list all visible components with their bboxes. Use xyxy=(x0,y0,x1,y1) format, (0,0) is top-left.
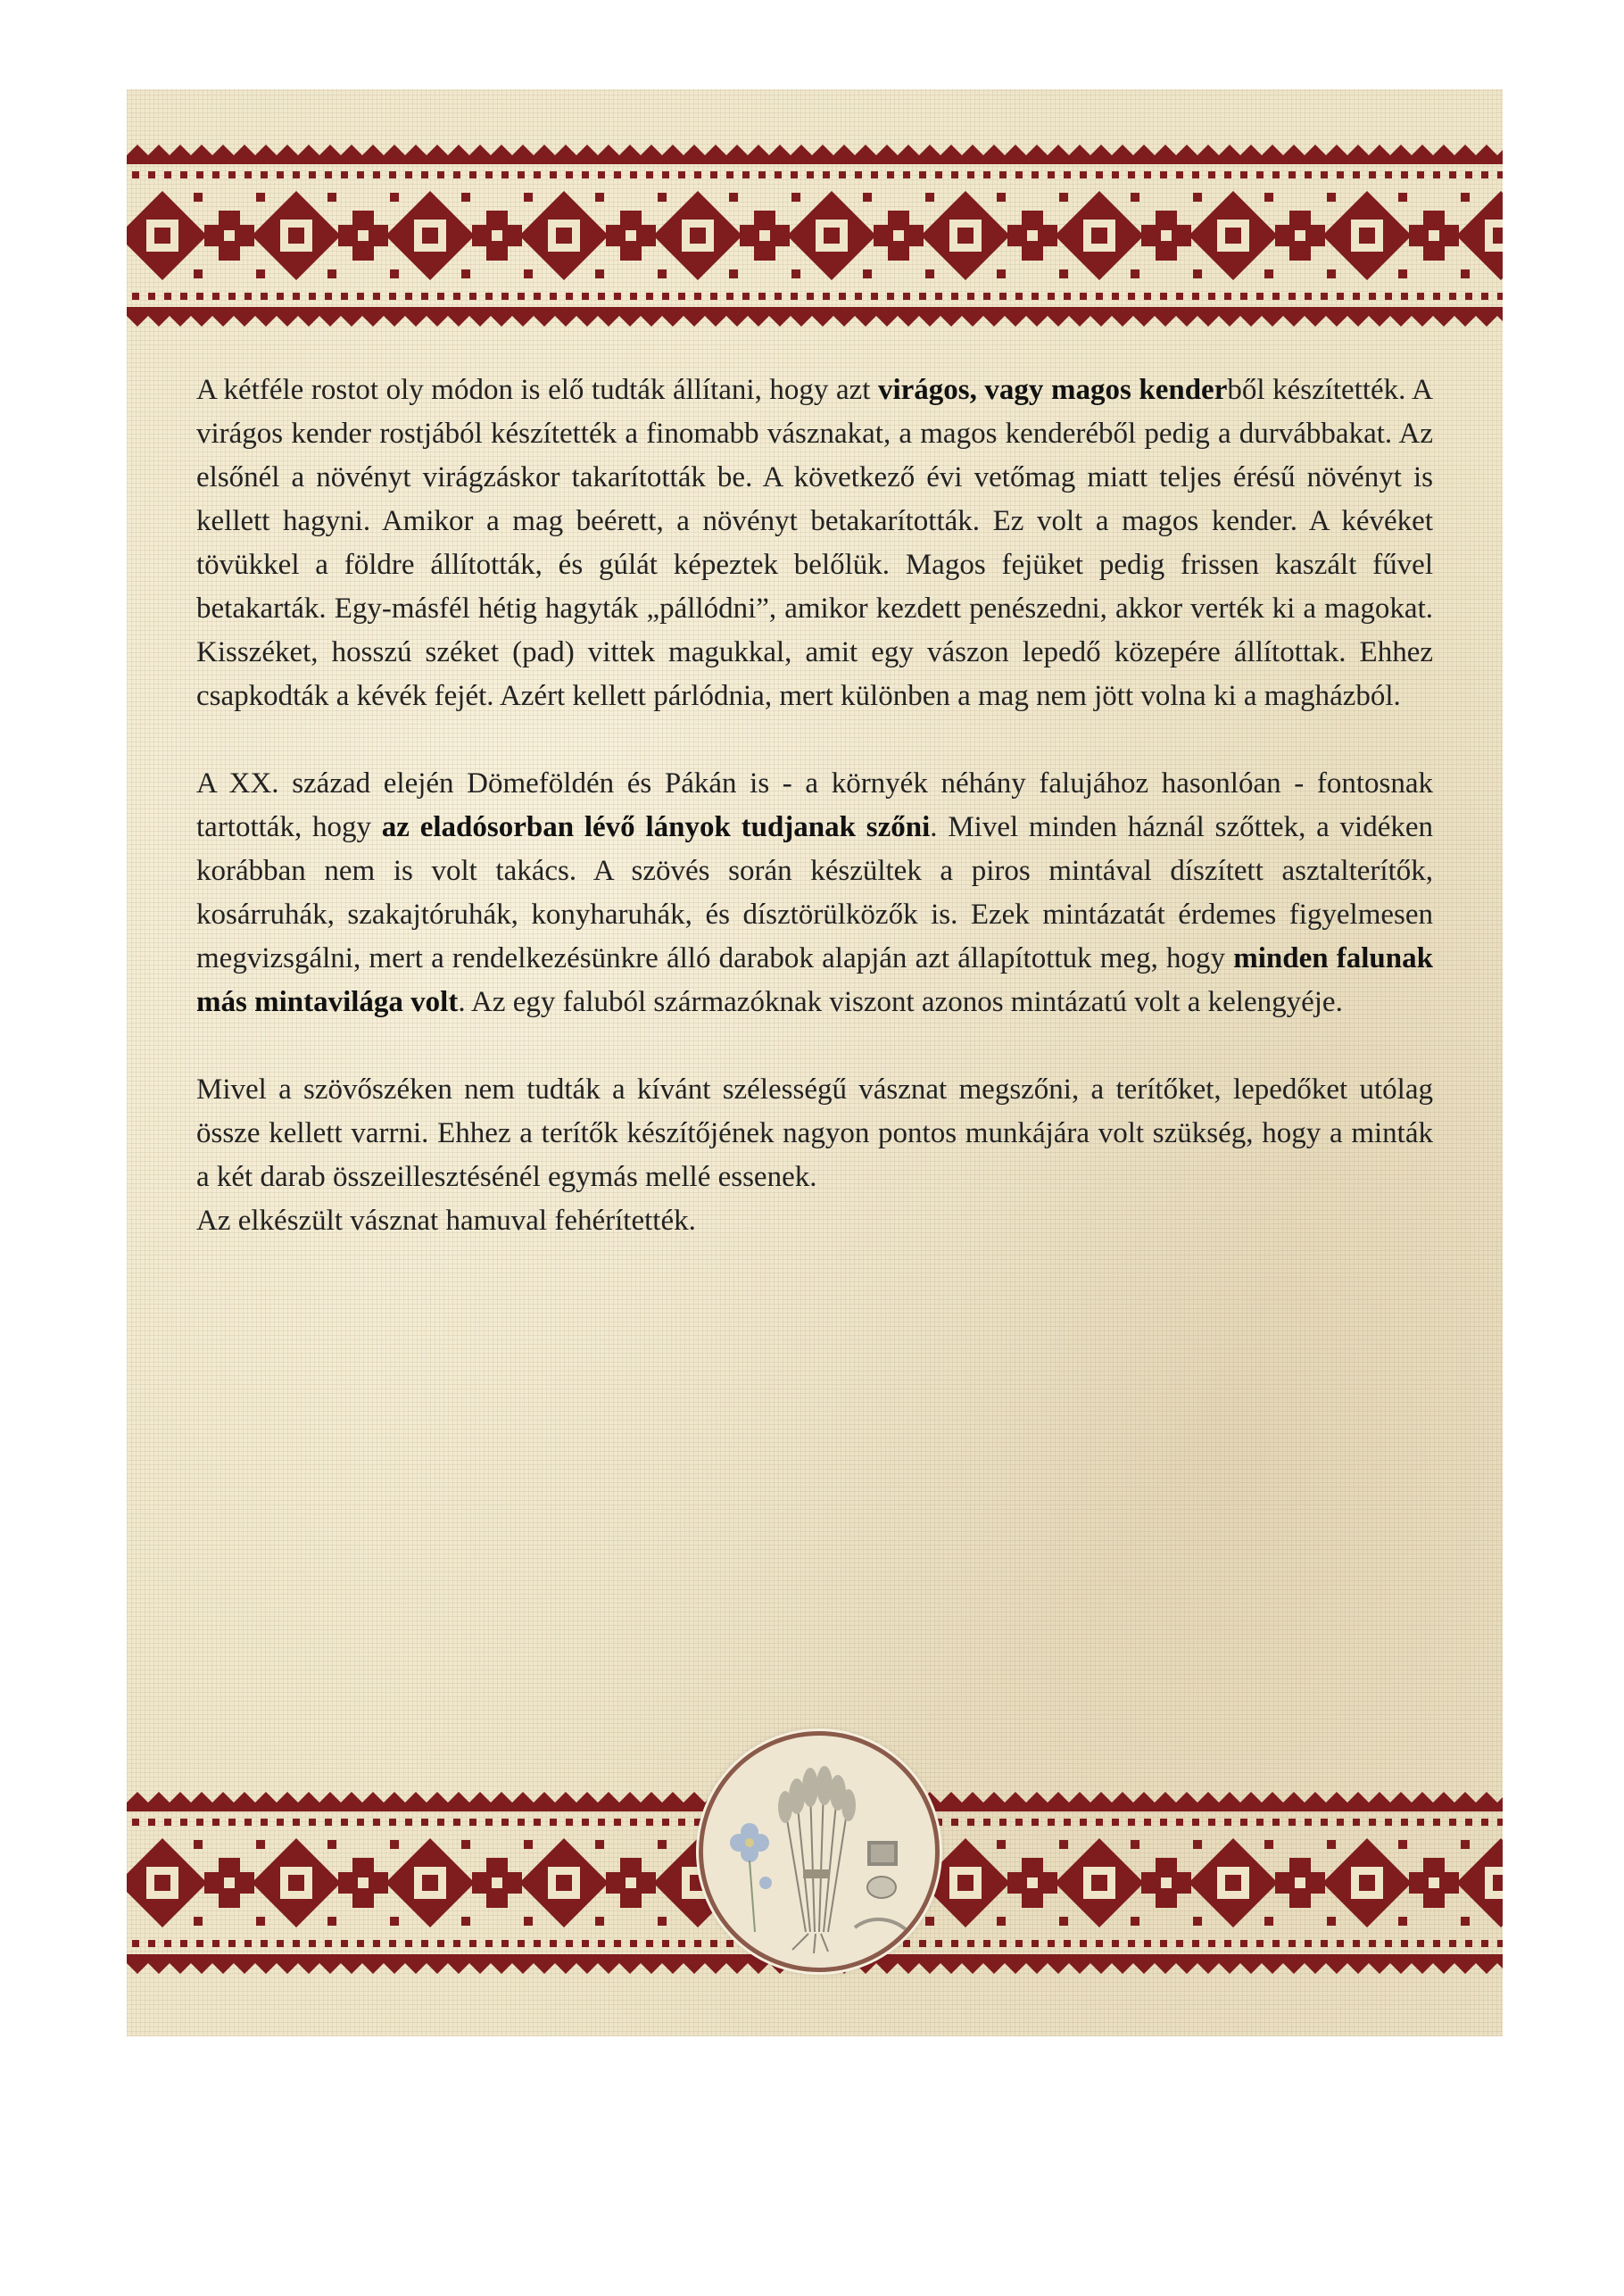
paragraph-1 xyxy=(196,369,1433,718)
paragraph-2 xyxy=(196,762,1433,1024)
text-run: Mivel a szövőszéken nem tudták a kívánt szélességű vásznat megszőni, a terítőket, lepedőket utólag össze kellett varrni. Ehhez a terítők készítőjének nagyon pontos munkájára volt szükség, hogy a minták a két darab összeillesztésénél egymás mellé essenek. xyxy=(196,1073,1433,1193)
text-run: . Mivel minden háznál szőttek, a vidéken korábban nem is volt takács. A szövés során készültek a piros mintával díszített asztalterítők, kosárruhák, szakajtóruhák, konyharuhák, és dísztörülközők is. Ezek mintázatát érdemes figyelmesen megvizsgálni, mert a rendelkezésünkre álló darabok alapján azt állapítottuk meg, hogy xyxy=(196,811,1433,974)
text-run: . Az egy faluból származóknak viszont azonos mintázatú volt a kelengyéje. xyxy=(458,986,1343,1018)
hemp-sheaf-icon xyxy=(703,1736,935,1968)
text-run: Az elkészült vásznat hamuval fehérítették. xyxy=(196,1205,696,1237)
text-run: A kétféle rostot oly módon is elő tudták állítani, hogy azt xyxy=(196,374,878,406)
bold-phrase: az eladósorban lévő lányok tudjanak szőni xyxy=(381,811,931,843)
bold-phrase: minden falunak más mintavilága volt xyxy=(196,942,1433,1018)
text-run: ből készítették. A virágos kender rostjából készítették a finomabb vásznakat, a magos kenderéből pedig a durvábbakat. Az elsőnél a növényt virágzáskor takarították be. A következő évi vetőmag miatt teljes érésű növényt is kellett hagyni. Amikor a mag beérett, a növényt betakarították. Ez volt a magos kender. A kévéket tövükkel a földre állították, és gúlát képeztek belőlük. Magos fejüket pedig frissen kaszált fűvel betakarták. Egy-másfél hétig hagyták „pállódni”, amikor kezdett penészedni, akkor verték ki a magokat. Kisszéket, hosszú széket (pad) vittek magukkal, amit egy vászon lepedő közepére állítottak. Ehhez csapkodták a kévék fejét. Azért kellett párlódnia, mert különben a mag nem jött volna ki a magházból. xyxy=(196,374,1433,712)
body-text xyxy=(196,369,1433,1243)
linen-page xyxy=(127,89,1503,2036)
top-embroidery-border xyxy=(127,128,1503,343)
paragraph-3 xyxy=(196,1068,1433,1243)
hemp-illustration-medallion xyxy=(699,1731,940,1972)
text-run: A XX. század elején Dömeföldén és Pákán is - a környék néhány falujához hasonlóan - fontosnak tartották, hogy xyxy=(196,767,1433,843)
bold-phrase: virágos, vagy magos kender xyxy=(877,374,1228,406)
